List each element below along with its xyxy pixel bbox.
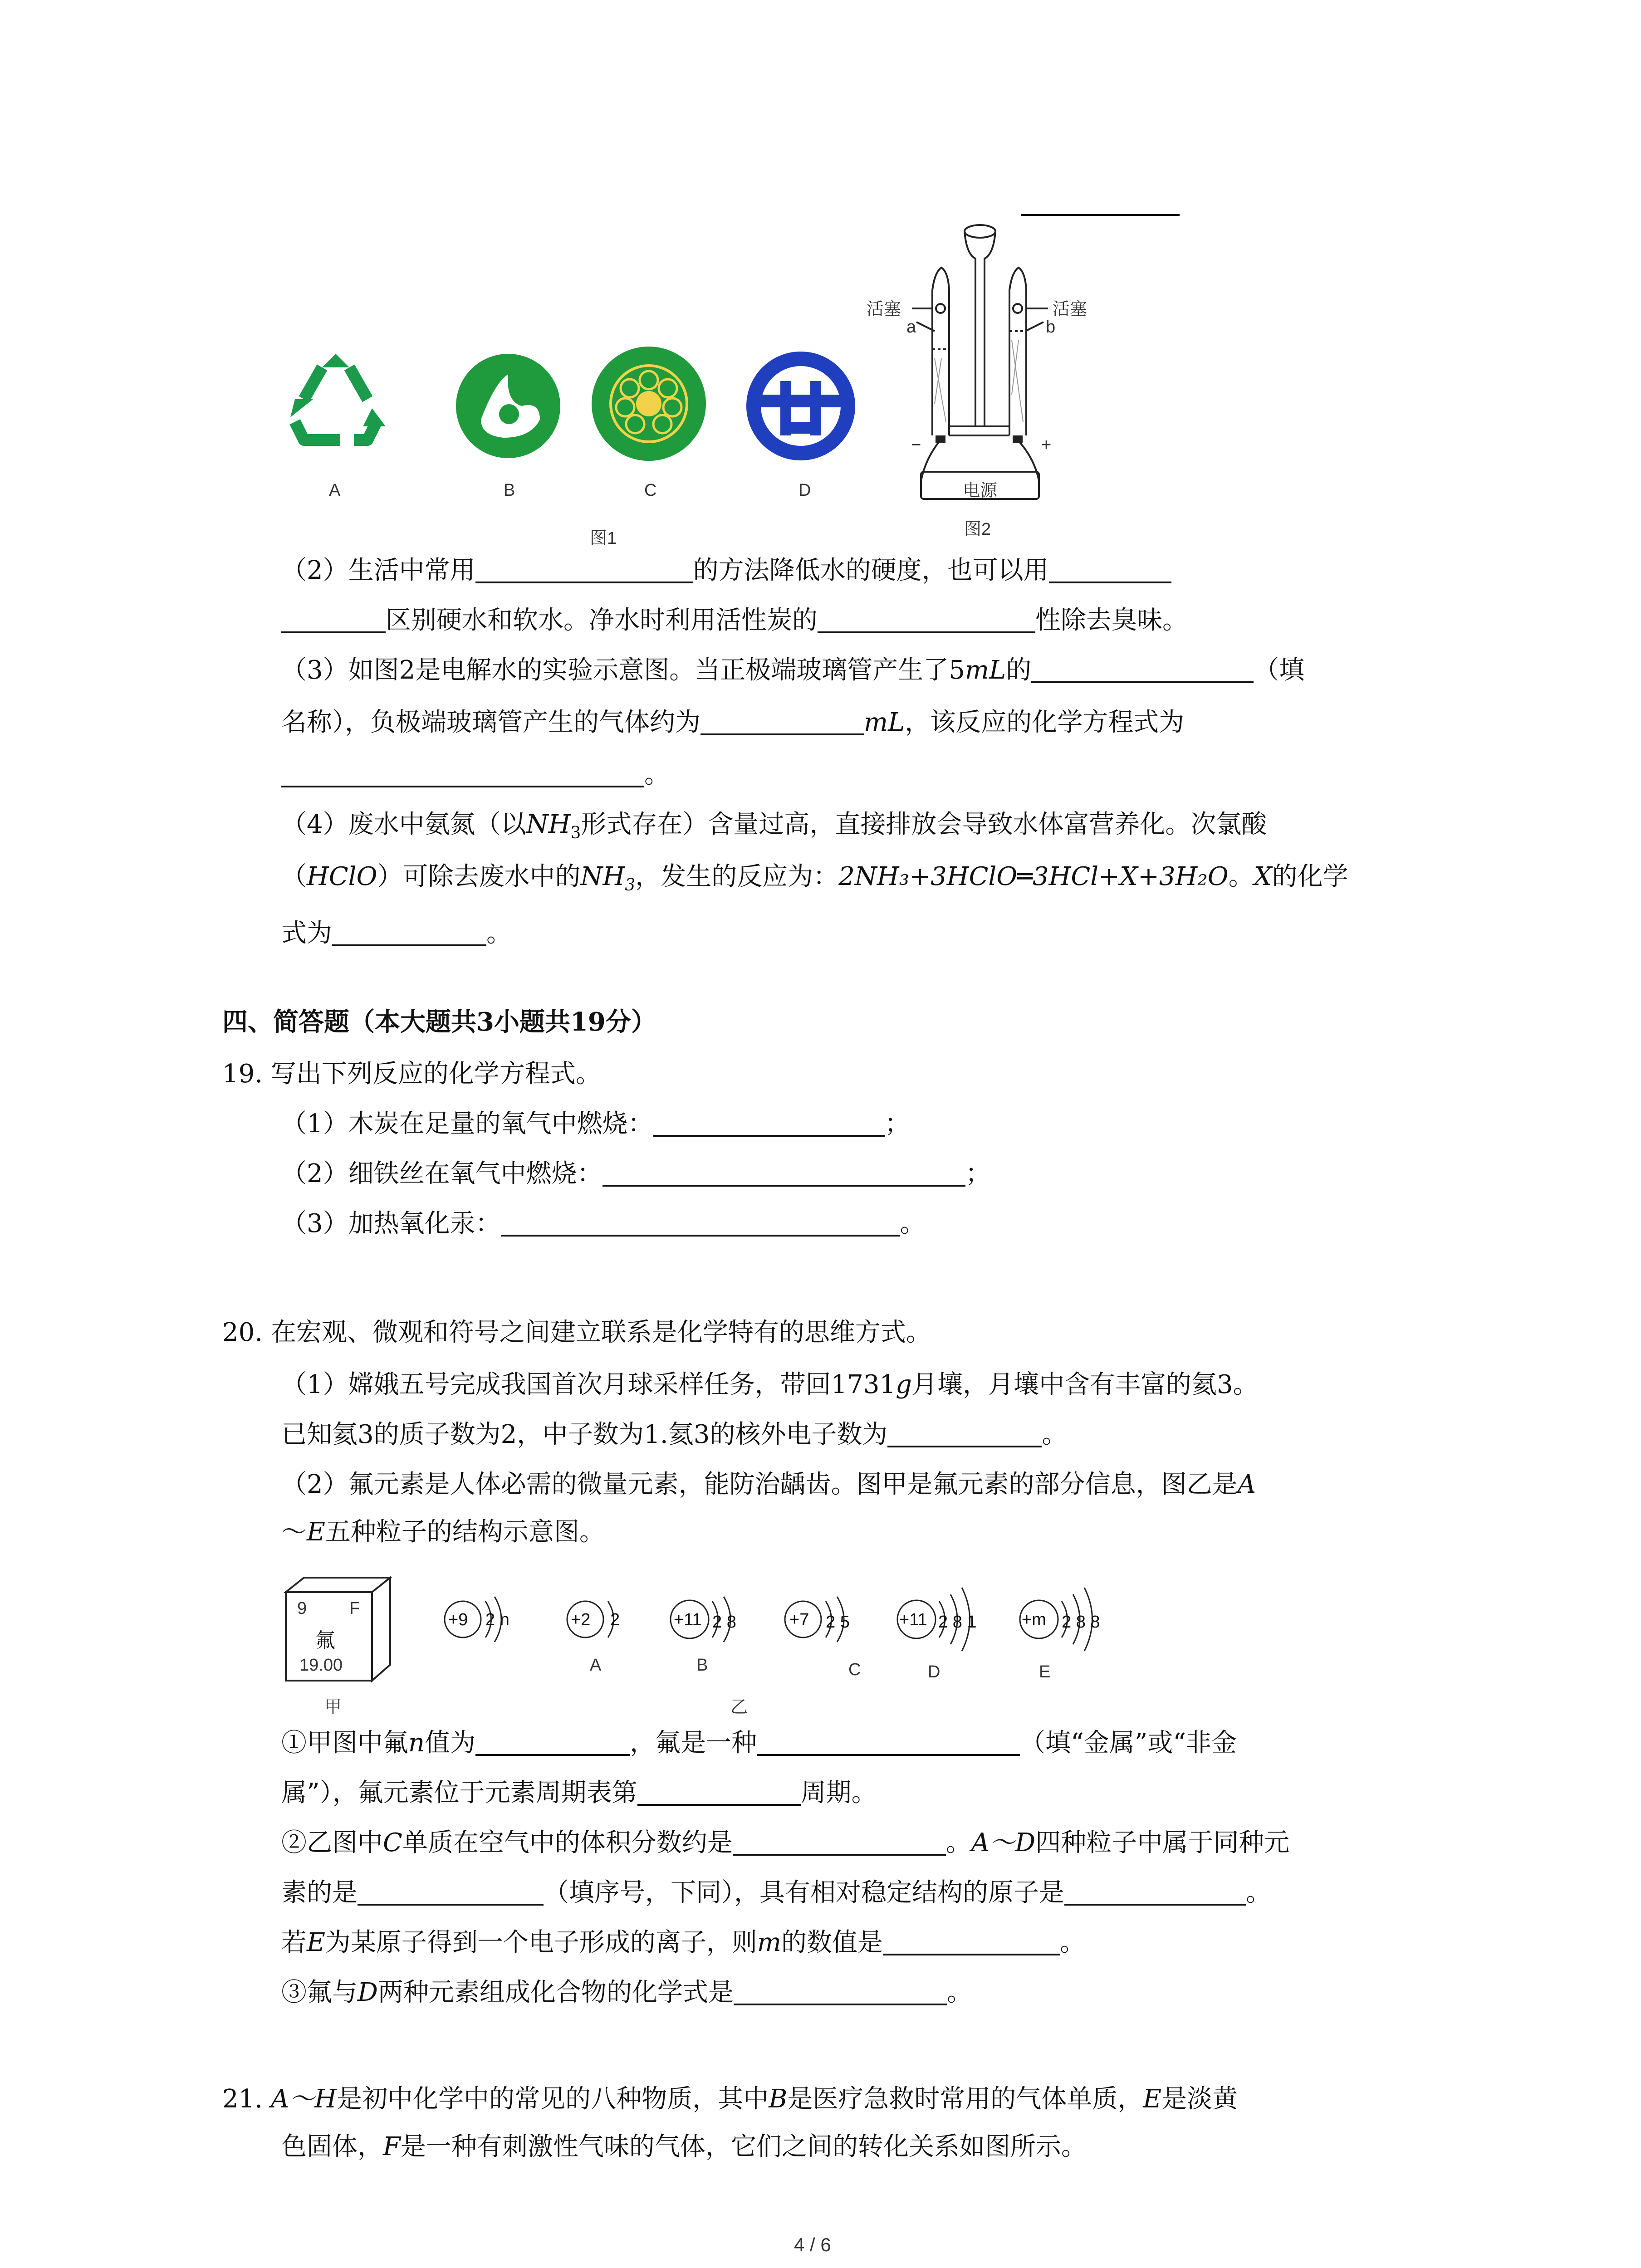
q18-line6: （4）废水中氨氮（以$NH_3$形式存在）含量过高，直接排放会导致水体富营养化。次氯酸 <box>281 810 1267 843</box>
text: 。 <box>945 1828 971 1857</box>
fig1-label-b: B <box>504 481 515 500</box>
text: 已知氦3的质子数为2，中子数为1.氦3的核外电子数为 <box>281 1420 888 1449</box>
q19-item2 <box>281 1161 991 1187</box>
text: ～ <box>281 1517 307 1547</box>
text: 若 <box>281 1928 307 1957</box>
text: ； <box>965 1159 991 1188</box>
text: 色固体， <box>281 2132 383 2161</box>
text: 属”），氟元素位于元素周期表第 <box>281 1778 637 1808</box>
q20-line3 <box>281 1472 1256 1497</box>
q20-s1-line2 <box>281 1780 877 1806</box>
atom-electrons: 2 8 1 <box>938 1613 977 1632</box>
q18-line7 <box>281 864 1348 898</box>
section-4-title: 四、简答题（本大题共3小题共19分） <box>222 1007 656 1037</box>
atom-label: A <box>590 1656 602 1675</box>
atom-electrons: 2 <box>610 1610 620 1629</box>
fig1-caption: 图1 <box>590 529 617 548</box>
text: 。 <box>644 760 670 789</box>
atom-nucleus: +9 <box>448 1610 468 1629</box>
answer-blank[interactable] <box>358 1880 544 1906</box>
q18-line2 <box>281 608 1188 633</box>
label: E <box>307 1517 325 1547</box>
text: 是医疗急救时常用的气体单质， <box>787 2084 1143 2114</box>
variable: m <box>757 1928 781 1957</box>
text: 的数值是 <box>781 1928 883 1957</box>
text: 值为 <box>425 1728 476 1758</box>
text: ，氟是一种 <box>630 1728 757 1758</box>
right-valve-label: 活塞 <box>1053 300 1087 319</box>
label: E <box>1143 2084 1162 2114</box>
q19-item1 <box>281 1111 910 1137</box>
text: （填 <box>1254 655 1305 685</box>
text: ，发生的反应为： <box>635 862 839 891</box>
label: A～H <box>270 2084 337 2114</box>
text: （ <box>281 862 307 891</box>
answer-blank[interactable] <box>653 1111 885 1137</box>
text: 。 <box>900 1209 926 1238</box>
answer-blank[interactable] <box>475 1730 630 1756</box>
variable: n <box>408 1728 425 1758</box>
answer-blank[interactable] <box>637 1780 801 1806</box>
atom-nucleus: +m <box>1022 1610 1046 1629</box>
atom-diagram <box>667 1592 776 1683</box>
text: 素的是 <box>281 1878 358 1907</box>
text: 五种粒子的结构示意图。 <box>325 1517 605 1547</box>
text: 单质在空气中的体积分数约是 <box>402 1828 733 1857</box>
element-symbol: F <box>349 1599 360 1618</box>
text: 是一种有刺激性气味的气体，它们之间的转化关系如图所示。 <box>400 2132 1087 2161</box>
atom-electrons: 2 n <box>485 1610 509 1629</box>
q20-s3 <box>281 1980 972 2005</box>
formula: NH <box>526 810 571 839</box>
answer-blank[interactable] <box>883 1930 1060 1955</box>
unit: mL <box>965 655 1006 685</box>
text: ，该反应的化学方程式为 <box>905 708 1185 737</box>
q19-stem: 19. 写出下列反应的化学方程式。 <box>222 1059 601 1089</box>
figure-2 <box>853 213 1143 549</box>
text: 。 <box>946 1978 972 2007</box>
fig1-label-d: D <box>798 481 811 500</box>
q21-line2 <box>281 2134 1087 2160</box>
text: 的 <box>1006 655 1032 685</box>
text: 月壤，月壤中含有丰富的氦3。 <box>912 1370 1259 1399</box>
answer-blank[interactable] <box>818 608 1035 633</box>
label: C <box>383 1828 402 1857</box>
element-mass: 19.00 <box>299 1656 343 1675</box>
answer-blank[interactable] <box>332 921 486 946</box>
environmental-label-icon <box>590 345 708 463</box>
plus-label: + <box>1041 435 1052 455</box>
atom-electrons: 2 5 <box>826 1613 850 1632</box>
text: （3）如图2是电解水的实验示意图。当正极端玻璃管产生了5 <box>281 655 965 685</box>
text: 。 <box>486 919 512 948</box>
text: ③氟与 <box>281 1978 358 2007</box>
atom-electrons: 2 8 <box>712 1613 736 1632</box>
q20-stem: 20. 在宏观、微观和符号之间建立联系是化学特有的思维方式。 <box>222 1318 931 1347</box>
text: ①甲图中氟 <box>281 1728 408 1758</box>
text: 是淡黄 <box>1161 2084 1238 2114</box>
label: A～D <box>971 1828 1036 1857</box>
atom-electrons: 2 8 8 <box>1062 1613 1100 1632</box>
atom-nucleus: +11 <box>899 1610 927 1629</box>
unit: mL <box>864 708 905 737</box>
figure-1 <box>272 336 885 548</box>
q21-line1 <box>222 2084 1238 2114</box>
label: E <box>307 1928 325 1957</box>
text: ）可除去废水中的 <box>377 862 581 891</box>
text: 形式存在）含量过高，直接排放会导致水体富营养化。次氯酸 <box>581 810 1267 839</box>
text: 区别硬水和软水。净水时利用活性炭的 <box>386 606 818 635</box>
q20-s2-line3 <box>281 1930 1085 1955</box>
text: （填序号，下同），具有相对稳定结构的原子是 <box>544 1878 1064 1907</box>
text: 。 <box>1228 862 1254 891</box>
text: （3）加热氧化汞： <box>281 1209 501 1238</box>
text: 为某原子得到一个电子形成的离子，则 <box>325 1928 757 1957</box>
answer-blank[interactable] <box>1064 1880 1246 1906</box>
power-label: 电源 <box>963 481 998 500</box>
text: （1）嫦娥五号完成我国首次月球采样任务，带回1731 <box>281 1370 896 1399</box>
text: 四种粒子中属于同种元 <box>1035 1828 1290 1857</box>
formula: HClO <box>307 862 377 891</box>
atom-diagram <box>894 1579 1012 1683</box>
label: D <box>358 1978 378 2007</box>
figure-jia-yi <box>281 1574 1189 1724</box>
q20-s1-line1 <box>281 1730 1237 1756</box>
minus-label: − <box>911 435 921 455</box>
formula: $NH_3$ <box>580 862 636 895</box>
answer-blank[interactable] <box>501 1211 900 1237</box>
label-yi: 乙 <box>730 1698 748 1717</box>
text: 。 <box>1246 1878 1271 1907</box>
answer-blank-top[interactable] <box>1021 191 1180 216</box>
fig2-caption: 图2 <box>964 520 991 539</box>
text: 。 <box>1042 1420 1068 1449</box>
tube-a-label: a <box>906 318 916 337</box>
answer-blank[interactable] <box>281 762 644 787</box>
answer-blank[interactable] <box>733 1830 946 1856</box>
atom-diagram <box>563 1592 662 1683</box>
text: ②乙图中 <box>281 1828 383 1857</box>
recycle-icon <box>277 349 395 458</box>
tube-b-label: b <box>1046 318 1056 337</box>
text: 两种元素组成化合物的化学式是 <box>377 1978 734 2007</box>
label: B <box>769 2084 788 2114</box>
q20-s2-line2 <box>281 1880 1271 1906</box>
text: 的化学 <box>1272 862 1348 891</box>
answer-blank[interactable] <box>1031 658 1254 683</box>
element-name: 氟 <box>315 1629 335 1652</box>
text: （2）细铁丝在氧气中燃烧： <box>281 1159 603 1188</box>
answer-blank[interactable] <box>475 558 693 583</box>
text: （2）氟元素是人体必需的微量元素，能防治龋齿。图甲是氟元素的部分信息，图乙是 <box>281 1470 1238 1499</box>
label: F <box>383 2132 401 2161</box>
electrolysis-apparatus <box>853 213 1143 503</box>
atom-nucleus: +11 <box>674 1610 702 1629</box>
text: 21. <box>222 2084 271 2114</box>
fig1-label-a: A <box>329 481 341 500</box>
label-jia: 甲 <box>324 1698 342 1717</box>
q18-line8 <box>281 921 512 946</box>
text: 是初中化学中的常见的八种物质，其中 <box>337 2084 769 2114</box>
left-valve-label: 活塞 <box>867 300 901 319</box>
text: （填“金属”或“非金 <box>1020 1728 1237 1758</box>
q20-line1 <box>281 1372 1259 1398</box>
text: 性除去臭味。 <box>1035 606 1188 635</box>
q20-line4 <box>281 1517 605 1547</box>
answer-blank[interactable] <box>1049 558 1171 583</box>
text: （4）废水中氨氮（以 <box>281 810 526 839</box>
page-number: 4 / 6 <box>794 2234 831 2255</box>
text: 周期。 <box>800 1778 877 1808</box>
answer-blank[interactable] <box>700 710 864 735</box>
q20-s2-line1 <box>281 1830 1289 1856</box>
unit: g <box>896 1370 912 1399</box>
atom-label: E <box>1039 1662 1051 1681</box>
q19-item3 <box>281 1211 926 1237</box>
formula: X <box>1254 862 1272 891</box>
text: 。 <box>1060 1928 1085 1957</box>
atom-label: D <box>928 1662 941 1681</box>
atom-nucleus: +2 <box>571 1610 591 1629</box>
text: （2）生活中常用 <box>281 556 475 585</box>
water-saving-icon <box>454 352 563 460</box>
atom-diagram <box>1016 1579 1143 1683</box>
answer-blank[interactable] <box>281 608 386 633</box>
energy-saving-icon <box>744 349 857 463</box>
q18-line1 <box>281 558 1171 583</box>
text: （1）木炭在足量的氧气中燃烧： <box>281 1109 653 1139</box>
q20-line2 <box>281 1422 1067 1447</box>
q18-line5 <box>281 762 670 787</box>
label: A <box>1237 1470 1256 1499</box>
answer-blank[interactable] <box>757 1730 1020 1756</box>
q18-line4 <box>281 710 1184 735</box>
element-number: 9 <box>297 1599 307 1618</box>
q18-line3 <box>281 655 1305 685</box>
atom-diagram <box>440 1592 540 1665</box>
atom-label: B <box>696 1656 708 1675</box>
answer-blank[interactable] <box>887 1422 1042 1447</box>
atom-diagram <box>780 1592 889 1687</box>
answer-blank[interactable] <box>603 1161 965 1187</box>
text: ； <box>884 1109 910 1139</box>
equation: 2NH₃+3HClO═3HCl+X+3H₂O <box>838 862 1229 891</box>
answer-blank[interactable] <box>734 1980 947 2005</box>
text: 名称），负极端玻璃管产生的气体约为 <box>281 708 700 737</box>
text: 的方法降低水的硬度，也可以用 <box>693 556 1049 585</box>
atom-nucleus: +7 <box>789 1610 809 1629</box>
atom-label: C <box>848 1660 861 1679</box>
text: 式为 <box>281 919 332 948</box>
fig1-label-c: C <box>644 481 657 500</box>
